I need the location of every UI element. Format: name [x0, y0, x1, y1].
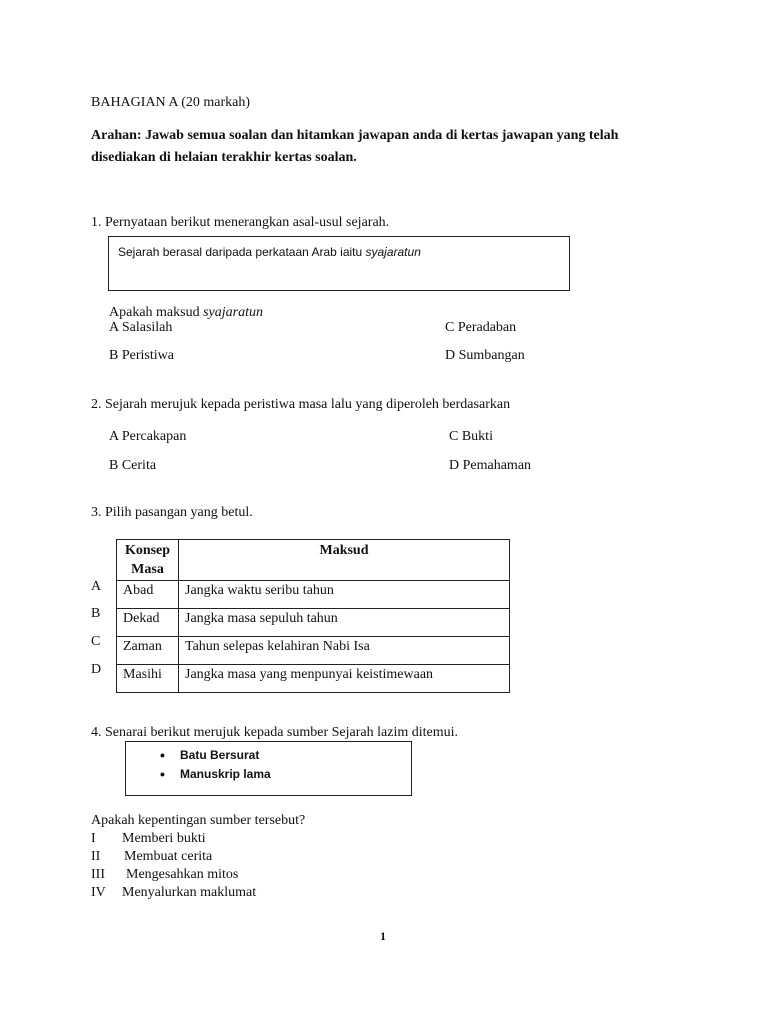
- q1-question-text: Apakah maksud: [109, 305, 204, 320]
- q3-header-konsep-line2: Masa: [131, 562, 164, 577]
- q3-maksud-cell: Tahun selepas kelahiran Nabi Isa: [179, 637, 510, 665]
- list-item: • Batu Bersurat: [150, 746, 271, 765]
- page-number: 1: [380, 929, 386, 943]
- q1-option-a[interactable]: A Salasilah: [109, 320, 173, 335]
- q1-question: [109, 305, 263, 321]
- q1-option-b[interactable]: B Peristiwa: [109, 348, 174, 363]
- q4-bullet-list: [150, 746, 271, 784]
- q3-konsep-cell: Masihi: [117, 665, 179, 693]
- table-row: [117, 637, 510, 665]
- list-item: • Manuskrip lama: [150, 765, 271, 784]
- q1-option-c[interactable]: C Peradaban: [445, 320, 517, 335]
- q4-question: Apakah kepentingan sumber tersebut?: [91, 813, 306, 828]
- q3-konsep-cell: Zaman: [117, 637, 179, 665]
- instructions-line1: [91, 128, 618, 144]
- q4-item-text: Memberi bukti: [122, 831, 206, 846]
- q2-option-b[interactable]: B Cerita: [109, 458, 157, 473]
- q3-header-maksud: Maksud: [179, 540, 510, 581]
- q1-source-box: [108, 236, 570, 291]
- q4-stem: 4. Senarai berikut merujuk kepada sumber Sejarah lazim ditemui.: [91, 725, 458, 740]
- q1-source-text: [118, 245, 421, 259]
- q4-item-text: Mengesahkan mitos: [126, 867, 239, 882]
- instructions-label: Arahan: [91, 128, 137, 143]
- instructions-text-1: : Jawab semua soalan dan hitamkan jawapan anda di kertas jawapan yang telah: [136, 128, 619, 143]
- q3-header-konsep: [117, 540, 179, 581]
- q4-item-num: IV: [91, 885, 106, 900]
- q3-row-label-c[interactable]: C: [91, 634, 101, 649]
- q3-konsep-cell: Abad: [117, 581, 179, 609]
- q3-row-label-a[interactable]: A: [91, 579, 102, 594]
- q1-question-term: syajaratun: [203, 305, 263, 320]
- q1-source-sentence: Sejarah berasal daripada perkataan Arab iaitu: [118, 245, 366, 259]
- q2-option-d[interactable]: D Pemahaman: [449, 458, 532, 473]
- table-row: [117, 665, 510, 693]
- instructions-line2: disediakan di helaian terakhir kertas soalan.: [91, 150, 357, 165]
- q4-item-text: Membuat cerita: [124, 849, 213, 864]
- q1-option-d[interactable]: D Sumbangan: [445, 348, 525, 363]
- q4-item-num: II: [91, 849, 101, 864]
- q3-table-header: [117, 540, 510, 581]
- q2-option-a[interactable]: A Percakapan: [109, 429, 187, 444]
- table-row: [117, 609, 510, 637]
- q3-row-label-d[interactable]: D: [91, 662, 102, 677]
- q3-maksud-cell: Jangka masa yang menpunyai keistimewaan: [179, 665, 510, 693]
- q3-maksud-cell: Jangka waktu seribu tahun: [179, 581, 510, 609]
- q3-table: [116, 539, 510, 693]
- q4-item-text: Menyalurkan maklumat: [122, 885, 257, 900]
- q3-stem: 3. Pilih pasangan yang betul.: [91, 505, 253, 520]
- q3-row-label-b[interactable]: B: [91, 606, 101, 621]
- q2-stem: 2. Sejarah merujuk kepada peristiwa masa lalu yang diperoleh berdasarkan: [91, 397, 511, 412]
- q4-item-num: I: [91, 831, 96, 846]
- q4-source-box: [125, 741, 412, 796]
- q3-header-konsep-line1: Konsep: [124, 543, 171, 558]
- q3-maksud-cell: Jangka masa sepuluh tahun: [179, 609, 510, 637]
- table-row: [117, 581, 510, 609]
- section-title: BAHAGIAN A (20 markah): [91, 95, 251, 110]
- q2-option-c[interactable]: C Bukti: [449, 429, 493, 444]
- q1-source-term: syajaratun: [365, 245, 421, 259]
- q4-item-num: III: [91, 867, 105, 882]
- q1-stem: 1. Pernyataan berikut menerangkan asal-usul sejarah.: [91, 215, 390, 230]
- q3-konsep-cell: Dekad: [117, 609, 179, 637]
